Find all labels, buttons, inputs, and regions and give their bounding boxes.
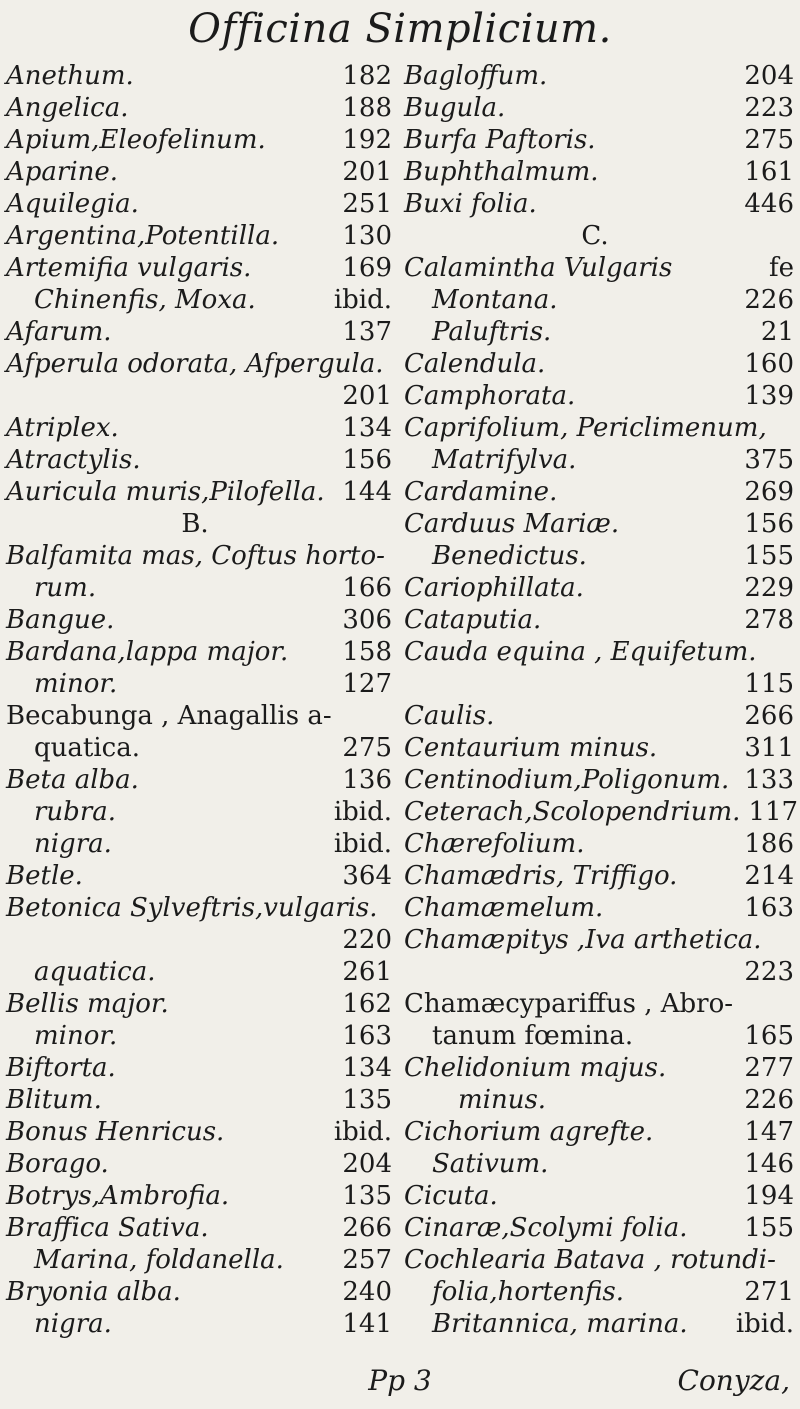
entry-page-number: 201 <box>342 157 392 187</box>
entry-page-number: 155 <box>744 541 794 571</box>
entry-name: Beta alba. <box>6 765 139 795</box>
entry-page-number: 163 <box>744 893 794 923</box>
index-column-left <box>6 60 392 1340</box>
index-entry <box>404 956 794 988</box>
entry-name: Camphorata. <box>404 381 576 411</box>
index-entry <box>404 476 794 508</box>
index-entry <box>6 508 392 540</box>
entry-name: Argentina,Potentilla. <box>6 221 280 251</box>
index-entry <box>404 892 794 924</box>
entry-page-number: 158 <box>342 637 392 667</box>
entry-name: Matrifylva. <box>432 445 577 475</box>
entry-name: Buphthalmum. <box>404 157 599 187</box>
entry-name: Centaurium minus. <box>404 733 658 763</box>
entry-name: rum. <box>34 573 97 603</box>
entry-page-number: 266 <box>342 1213 392 1243</box>
index-entry <box>6 1052 392 1084</box>
entry-name: Bangue. <box>6 605 115 635</box>
index-entry <box>404 92 794 124</box>
index-entry <box>404 348 794 380</box>
index-entry <box>6 860 392 892</box>
entry-name: aquatica. <box>34 957 156 987</box>
index-entry <box>404 860 794 892</box>
entry-page-number: 214 <box>744 861 794 891</box>
index-entry <box>404 1116 794 1148</box>
entry-name: Anethum. <box>6 61 134 91</box>
index-entry <box>404 188 794 220</box>
index-entry <box>6 828 392 860</box>
entry-page-number: 306 <box>342 605 392 635</box>
entry-page-number: 156 <box>744 509 794 539</box>
entry-name: tanum fœmina. <box>432 1021 634 1051</box>
entry-name: Bellis major. <box>6 989 169 1019</box>
entry-page-number: 134 <box>342 1053 392 1083</box>
index-entry <box>404 828 794 860</box>
entry-page-number: 269 <box>744 477 794 507</box>
entry-name: Chelidonium majus. <box>404 1053 667 1083</box>
entry-name: Carduus Mariæ. <box>404 509 620 539</box>
entry-name: Cariophillata. <box>404 573 584 603</box>
index-entry <box>404 668 794 700</box>
index-entry <box>6 412 392 444</box>
entry-page-number: 277 <box>744 1053 794 1083</box>
entry-page-number: 275 <box>744 125 794 155</box>
entry-page-number: 21 <box>760 317 794 347</box>
entry-name: Angelica. <box>6 93 129 123</box>
entry-page-number: 166 <box>342 573 392 603</box>
index-entry <box>404 636 794 668</box>
entry-page-number: 139 <box>744 381 794 411</box>
entry-name: Braffica Sativa. <box>6 1213 209 1243</box>
entry-name: Chærefolium. <box>404 829 585 859</box>
entry-page-number: 186 <box>744 829 794 859</box>
entry-name: Cochlearia Batava , rotundi- <box>404 1245 776 1275</box>
index-column-right <box>404 60 799 1340</box>
index-entry <box>6 1148 392 1180</box>
entry-name: Buxi folia. <box>404 189 537 219</box>
index-entry <box>404 988 794 1020</box>
entry-name: Bonus Henricus. <box>6 1117 225 1147</box>
entry-page-number: 229 <box>744 573 794 603</box>
entry-page-number: 204 <box>744 61 794 91</box>
index-entry <box>404 316 794 348</box>
index-entry <box>6 60 392 92</box>
entry-page-number: 134 <box>342 413 392 443</box>
index-entry <box>404 508 794 540</box>
entry-name: Auricula muris,Pilofella. <box>6 477 325 507</box>
index-entry <box>404 1308 794 1340</box>
index-entry <box>404 380 794 412</box>
entry-page-number: fe <box>768 253 794 283</box>
entry-page-number: 156 <box>342 445 392 475</box>
entry-page-number: 201 <box>342 381 392 411</box>
entry-name: Apium,Eleofelinum. <box>6 125 266 155</box>
entry-page-number: 130 <box>342 221 392 251</box>
entry-page-number: 165 <box>744 1021 794 1051</box>
index-entry <box>404 252 794 284</box>
entry-page-number: 182 <box>342 61 392 91</box>
index-entry <box>6 604 392 636</box>
index-entry <box>6 572 392 604</box>
index-entry <box>404 540 794 572</box>
entry-name: Chamæcypariffus , Abro- <box>404 989 734 1019</box>
entry-name: Aquilegia. <box>6 189 139 219</box>
index-entry <box>404 284 794 316</box>
index-entry <box>6 988 392 1020</box>
index-entry <box>6 316 392 348</box>
index-entry <box>6 956 392 988</box>
entry-name: Chamæpitys ,Iva arthetica. <box>404 925 762 955</box>
index-entry <box>6 1308 392 1340</box>
entry-page-number: 135 <box>342 1181 392 1211</box>
entry-page-number: 226 <box>744 1085 794 1115</box>
index-entry <box>404 732 794 764</box>
entry-page-number: 275 <box>342 733 392 763</box>
entry-name: Calamintha Vulgaris <box>404 253 673 283</box>
entry-name: Chamæmelum. <box>404 893 604 923</box>
entry-name: Cardamine. <box>404 477 558 507</box>
index-entry <box>404 764 794 796</box>
entry-name: B. <box>181 509 209 539</box>
index-entry <box>404 156 794 188</box>
entry-page-number: ibid. <box>333 285 392 315</box>
entry-name: Artemifia vulgaris. <box>6 253 252 283</box>
index-entry <box>6 1116 392 1148</box>
entry-page-number: 169 <box>342 253 392 283</box>
entry-page-number: 192 <box>342 125 392 155</box>
index-entry <box>6 444 392 476</box>
index-entry <box>404 572 794 604</box>
index-entry <box>6 796 392 828</box>
index-entry <box>404 60 794 92</box>
entry-name: Betonica Sylveftris,vulgaris. <box>6 893 378 923</box>
entry-name: Afarum. <box>6 317 112 347</box>
entry-name: Atractylis. <box>6 445 141 475</box>
index-entry <box>404 220 794 252</box>
index-entry <box>6 252 392 284</box>
index-entry <box>6 892 392 924</box>
index-entry <box>404 444 794 476</box>
entry-name: Burfa Paftoris. <box>404 125 596 155</box>
entry-page-number: 251 <box>342 189 392 219</box>
index-entry <box>6 668 392 700</box>
entry-name: Britannica, marina. <box>432 1309 688 1339</box>
catchword: Conyza, <box>677 1364 790 1397</box>
entry-page-number: 163 <box>342 1021 392 1051</box>
index-entry <box>404 700 794 732</box>
index-entry <box>6 1212 392 1244</box>
entry-name: minus. <box>458 1085 547 1115</box>
entry-page-number: 271 <box>744 1277 794 1307</box>
entry-page-number: 188 <box>342 93 392 123</box>
index-entry <box>6 636 392 668</box>
index-entry <box>6 1020 392 1052</box>
index-entry <box>404 604 794 636</box>
entry-name: rubra. <box>34 797 117 827</box>
index-entry <box>404 1020 794 1052</box>
entry-name: Borago. <box>6 1149 109 1179</box>
entry-name: Calendula. <box>404 349 546 379</box>
entry-page-number: 204 <box>342 1149 392 1179</box>
index-entry <box>6 732 392 764</box>
entry-page-number: ibid. <box>333 829 392 859</box>
entry-name: Centinodium,Poligonum. <box>404 765 730 795</box>
entry-page-number: 446 <box>744 189 794 219</box>
entry-name: Aparine. <box>6 157 119 187</box>
entry-page-number: 161 <box>744 157 794 187</box>
entry-page-number: 155 <box>744 1213 794 1243</box>
entry-name: Paluftris. <box>432 317 552 347</box>
entry-page-number: ibid. <box>735 1309 794 1339</box>
entry-name: folia,hortenfis. <box>432 1277 625 1307</box>
entry-page-number: 223 <box>744 957 794 987</box>
entry-page-number: 226 <box>744 285 794 315</box>
entry-name: Bugula. <box>404 93 506 123</box>
entry-page-number: ibid. <box>333 1117 392 1147</box>
entry-name: Bardana,lappa major. <box>6 637 289 667</box>
entry-name: Blitum. <box>6 1085 102 1115</box>
index-entry <box>404 1052 794 1084</box>
entry-page-number: 311 <box>744 733 794 763</box>
entry-name: Betle. <box>6 861 83 891</box>
entry-page-number: 266 <box>744 701 794 731</box>
entry-name: Bryonia alba. <box>6 1277 181 1307</box>
entry-name: nigra. <box>34 829 112 859</box>
entry-page-number: 220 <box>342 925 392 955</box>
entry-name: Afperula odorata, Afpergula. <box>6 349 384 379</box>
entry-name: Caulis. <box>404 701 495 731</box>
entry-page-number: 133 <box>744 765 794 795</box>
index-entry <box>6 220 392 252</box>
entry-page-number: 240 <box>342 1277 392 1307</box>
entry-page-number: 136 <box>342 765 392 795</box>
index-entry <box>6 476 392 508</box>
entry-name: Cicuta. <box>404 1181 498 1211</box>
entry-name: Benedictus. <box>432 541 587 571</box>
entry-page-number: 160 <box>744 349 794 379</box>
index-entry <box>6 188 392 220</box>
index-entry <box>404 1276 794 1308</box>
entry-name: Atriplex. <box>6 413 119 443</box>
index-entry <box>6 1244 392 1276</box>
index-entry <box>6 348 392 380</box>
entry-page-number: 117 <box>748 797 799 827</box>
index-entry <box>6 764 392 796</box>
entry-name: minor. <box>34 669 118 699</box>
index-entry <box>6 284 392 316</box>
entry-page-number: 223 <box>744 93 794 123</box>
entry-name: Marina, foldanella. <box>34 1245 284 1275</box>
page-title: Officina Simplicium. <box>188 6 612 52</box>
entry-page-number: 141 <box>342 1309 392 1339</box>
entry-name: nigra. <box>34 1309 112 1339</box>
signature-mark: Pp 3 <box>368 1364 432 1397</box>
entry-page-number: 364 <box>342 861 392 891</box>
entry-name: Chamædris, Triffigo. <box>404 861 678 891</box>
entry-name: minor. <box>34 1021 118 1051</box>
index-entry <box>6 700 392 732</box>
entry-name: Botrys,Ambrofia. <box>6 1181 230 1211</box>
index-entry <box>404 1212 794 1244</box>
index-entry <box>404 412 794 444</box>
index-entry <box>404 1244 794 1276</box>
entry-page-number: 146 <box>744 1149 794 1179</box>
index-entry <box>6 156 392 188</box>
index-entry <box>6 540 392 572</box>
entry-name: C. <box>581 221 609 251</box>
entry-name: Biftorta. <box>6 1053 116 1083</box>
index-entry <box>404 924 794 956</box>
index-entry <box>404 1084 794 1116</box>
index-entry <box>404 1148 794 1180</box>
entry-name: quatica. <box>34 733 140 763</box>
index-entry <box>404 796 799 828</box>
entry-name: Cichorium agrefte. <box>404 1117 654 1147</box>
entry-page-number: 147 <box>744 1117 794 1147</box>
index-entry <box>6 380 392 412</box>
index-entry <box>6 1180 392 1212</box>
entry-page-number: 162 <box>342 989 392 1019</box>
entry-name: Sativum. <box>432 1149 549 1179</box>
index-entry <box>6 1084 392 1116</box>
index-entry <box>404 1180 794 1212</box>
index-entry <box>6 1276 392 1308</box>
entry-name: Montana. <box>432 285 558 315</box>
entry-name: Caprifolium, Periclimenum, <box>404 413 767 443</box>
entry-name: Bagloffum. <box>404 61 548 91</box>
index-entry <box>6 124 392 156</box>
entry-page-number: 375 <box>744 445 794 475</box>
entry-page-number: 127 <box>342 669 392 699</box>
index-entry <box>6 92 392 124</box>
entry-page-number: 115 <box>744 669 794 699</box>
entry-name: Cataputia. <box>404 605 542 635</box>
entry-page-number: 257 <box>342 1245 392 1275</box>
entry-page-number: 137 <box>342 317 392 347</box>
entry-page-number: 261 <box>342 957 392 987</box>
entry-name: Cinaræ,Scolymi folia. <box>404 1213 688 1243</box>
entry-page-number: 144 <box>342 477 392 507</box>
entry-name: Cauda equina , Equifetum. <box>404 637 757 667</box>
entry-page-number: ibid. <box>333 797 392 827</box>
index-entry <box>6 924 392 956</box>
entry-page-number: 135 <box>342 1085 392 1115</box>
entry-name: Balfamita mas, Coftus horto- <box>6 541 385 571</box>
entry-name: Ceterach,Scolopendrium. <box>404 797 741 827</box>
entry-name: Chinenfis, Moxa. <box>34 285 256 315</box>
entry-page-number: 194 <box>744 1181 794 1211</box>
entry-page-number: 278 <box>744 605 794 635</box>
entry-name: Becabunga , Anagallis a- <box>6 701 332 731</box>
index-entry <box>404 124 794 156</box>
